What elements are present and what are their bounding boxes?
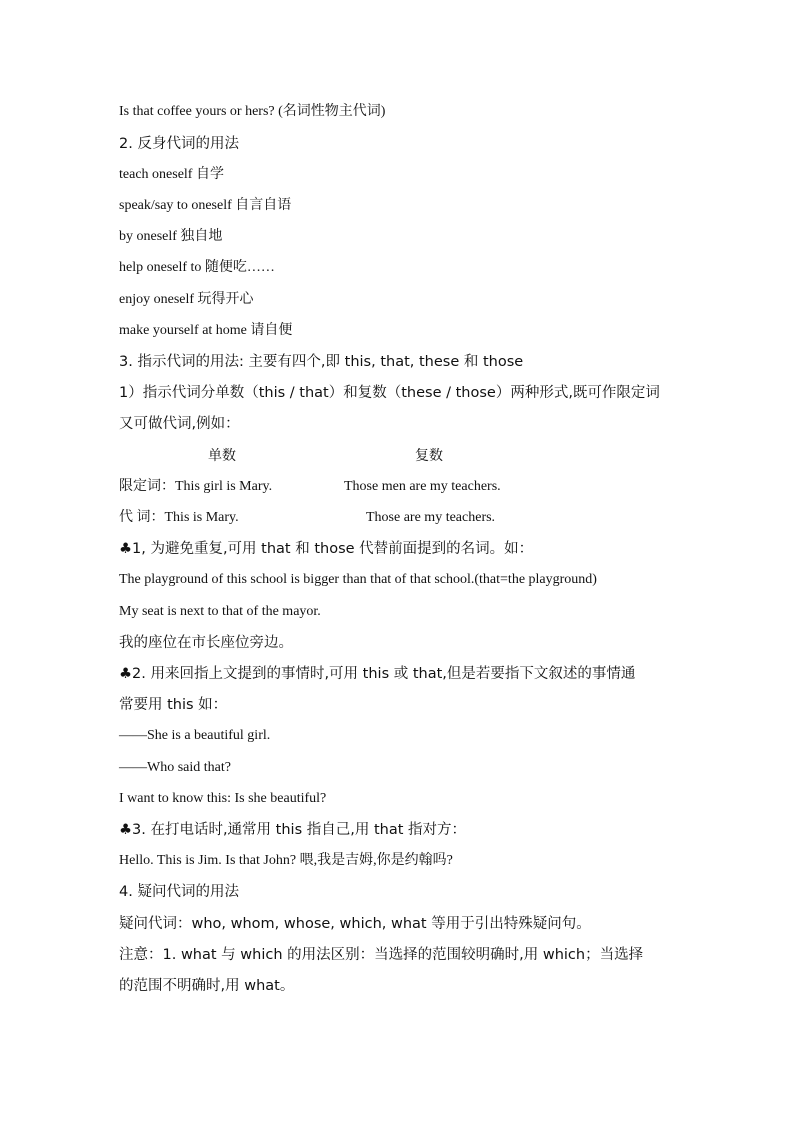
column-head-plural: 复数 <box>415 448 443 464</box>
column-head-singular: 单数 <box>208 448 236 464</box>
line-7: enjoy oneself 玩得开心 <box>119 292 254 307</box>
note-2: ♣2. 用来回指上文提到的事情时,可用 this 或 that,但是若要指下文叙述的事情通 <box>119 666 636 682</box>
section-heading-interrogative: 4. 疑问代词的用法 <box>119 884 239 900</box>
line-16: My seat is next to that of the mayor. <box>119 604 321 619</box>
line-19: 常要用 this 如： <box>119 697 228 713</box>
line-5: by oneself 独自地 <box>119 229 223 244</box>
line-26: 疑问代词：who, whom, whose, which, what 等用于引出特殊疑问句。 <box>119 916 591 932</box>
line-3: teach oneself 自学 <box>119 167 224 182</box>
line-11: 又可做代词,例如： <box>119 416 240 432</box>
plural-example-determiner: Those men are my teachers. <box>344 479 501 494</box>
line-22: I want to know this: Is she beautiful? <box>119 791 327 806</box>
line-15: The playground of this school is bigger than that of that school.(that=the playground) <box>119 572 597 587</box>
line-pronoun: 代 词：This is Mary. <box>119 510 239 525</box>
line-10: 1）指示代词分单数（this / that）和复数（these / those）两种形式,既可作限定词 <box>119 385 660 401</box>
plural-example-pronoun: Those are my teachers. <box>366 510 496 525</box>
line-27: 注意：1. what 与 which 的用法区别：当选择的范围较明确时,用 which；当选择 <box>119 947 644 963</box>
line-17: 我的座位在市长座位旁边。 <box>119 635 293 651</box>
line-6: help oneself to 随便吃…… <box>119 260 275 275</box>
section-heading-reflexive: 2. 反身代词的用法 <box>119 136 239 152</box>
line-20: ——She is a beautiful girl. <box>119 728 271 743</box>
section-heading-demonstrative: 3. 指示代词的用法: 主要有四个,即 this, that, these 和 those <box>119 354 524 370</box>
note-1: ♣1, 为避免重复,可用 that 和 those 代替前面提到的名词。如： <box>119 541 534 557</box>
line-24: Hello. This is Jim. Is that John? 喂,我是吉姆,你是约翰吗? <box>119 853 453 868</box>
line-8: make yourself at home 请自便 <box>119 323 293 338</box>
note-3: ♣3. 在打电话时,通常用 this 指自己,用 that 指对方： <box>119 822 467 838</box>
line-determiner: 限定词：This girl is Mary. <box>119 479 273 494</box>
line-28: 的范围不明确时,用 what。 <box>119 978 295 994</box>
line-4: speak/say to oneself 自言自语 <box>119 198 292 213</box>
line-21: ——Who said that? <box>119 760 231 775</box>
line-1: Is that coffee yours or hers? (名词性物主代词) <box>119 104 386 119</box>
